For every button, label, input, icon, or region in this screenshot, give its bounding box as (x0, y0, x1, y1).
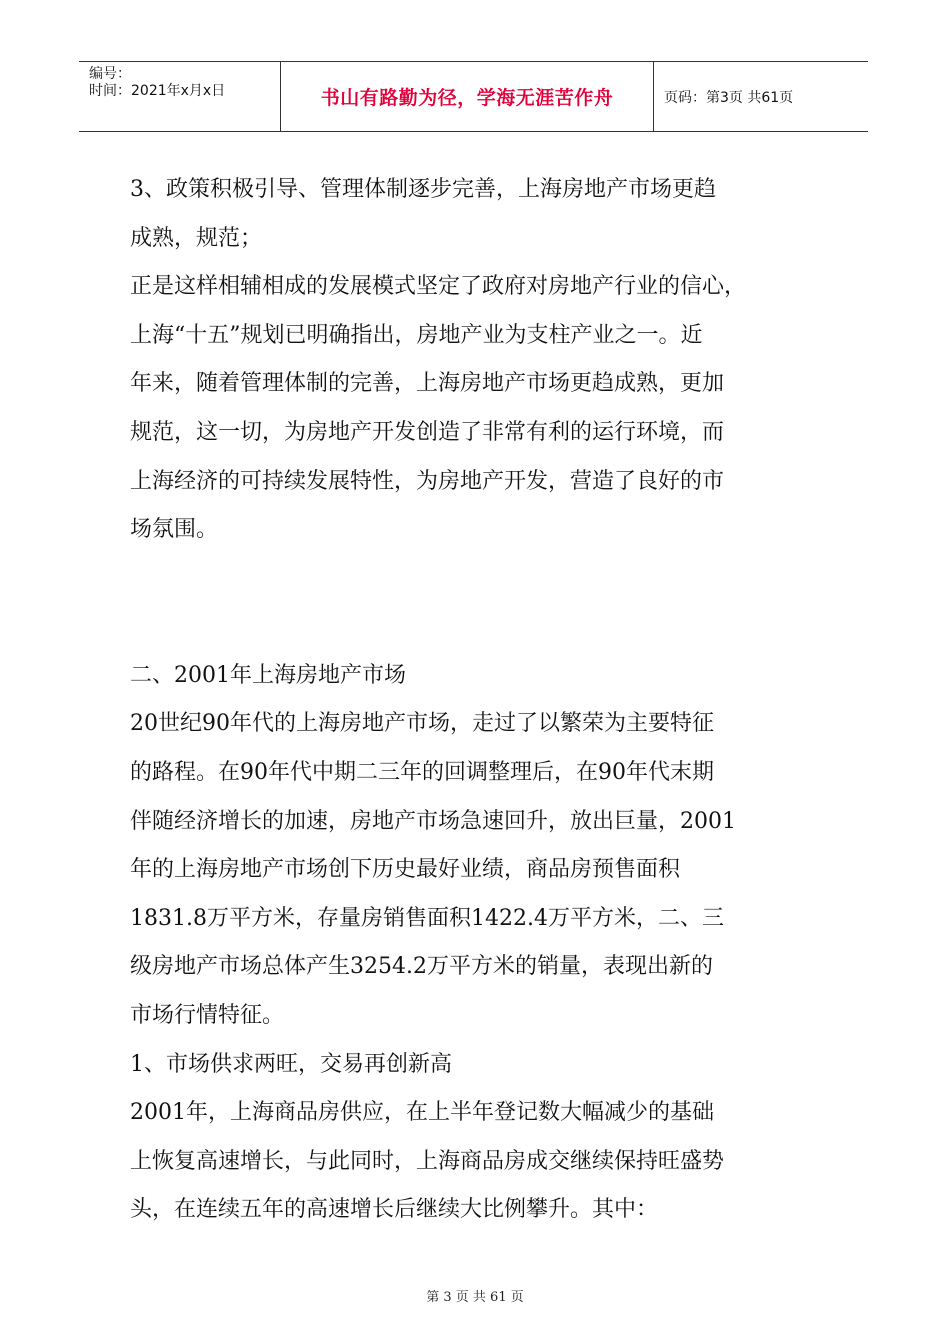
header-motto: 书山有路勤为径，学海无涯苦作舟 (320, 87, 614, 109)
section-spacer (130, 555, 830, 652)
body-line: 上海“十五”规划已明确指出，房地产业为支柱产业之一。近 (130, 322, 703, 348)
body-line: 伴随经济增长的加速，房地产市场急速回升，放出巨量，2001 (130, 808, 736, 834)
body-line: 市场行情特征。 (130, 1002, 285, 1028)
page-footer (0, 1286, 950, 1305)
body-line: 规范，这一切，为房地产开发创造了非常有利的运行环境，而 (130, 419, 725, 445)
body-line: 成熟，规范； (130, 225, 263, 251)
body-line: 3、政策积极引导、管理体制逐步完善，上海房地产市场更趋 (130, 177, 716, 202)
header-motto-cell (281, 62, 654, 131)
footer-page-number: 第 3 页 共 61 页 (426, 1290, 524, 1305)
body-line: 2001年，上海商品房供应，在上半年登记数大幅减少的基础 (130, 1100, 714, 1126)
body-line: 1831.8万平方米，存量房销售面积1422.4万平方米，二、三 (130, 905, 724, 931)
body-line: 头，在连续五年的高速增长后继续大比例攀升。其中： (130, 1197, 659, 1223)
body-line: 场氛围。 (130, 517, 219, 543)
body-line: 年来，随着管理体制的完善，上海房地产市场更趋成熟，更加 (130, 371, 725, 397)
header-page-info: 页码：第3页 共61页 (664, 89, 794, 106)
document-body (130, 166, 830, 1235)
body-line: 级房地产市场总体产生3254.2万平方米的销量，表现出新的 (130, 954, 713, 980)
body-line: 20世纪90年代的上海房地产市场，走过了以繁荣为主要特征 (130, 711, 714, 737)
body-line: 上恢复高速增长，与此同时，上海商品房成交继续保持旺盛势 (130, 1148, 725, 1174)
document-time-label: 时间：2021年x月x日 (89, 83, 226, 99)
subsection-heading: 1、市场供求两旺，交易再创新高 (130, 1051, 452, 1077)
body-line: 年的上海房地产市场创下历史最好业绩，商品房预售面积 (130, 857, 681, 883)
document-number-label: 编号： (89, 66, 131, 82)
body-line: 正是这样相辅相成的发展模式坚定了政府对房地产行业的信心， (130, 274, 747, 300)
body-line: 的路程。在90年代中期二三年的回调整理后，在90年代末期 (130, 759, 714, 785)
header-page-cell (654, 62, 868, 131)
header-meta-cell (79, 62, 281, 131)
body-line: 上海经济的可持续发展特性，为房地产开发，营造了良好的市 (130, 468, 725, 494)
section-heading: 二、2001年上海房地产市场 (130, 662, 406, 688)
document-header (79, 61, 868, 132)
